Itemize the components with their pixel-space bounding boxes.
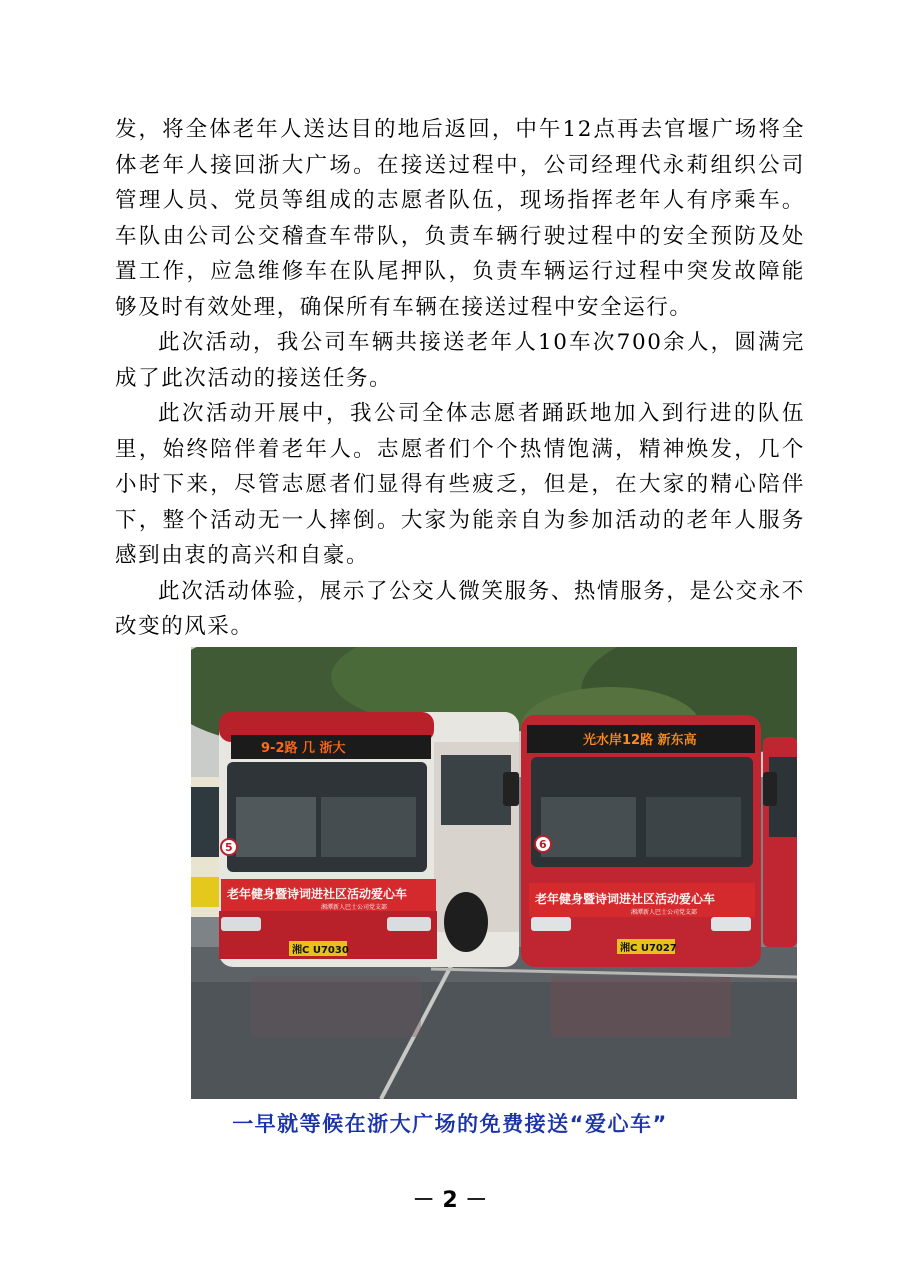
left-bus-number-badge: 5 [225, 841, 233, 854]
right-bus [503, 715, 777, 967]
bus-photo-illustration [191, 647, 797, 1099]
right-bus-banner-sub: 湘潭新人巴士公司党支部 [631, 909, 698, 916]
left-bus-route-display: 9-2路 几 浙大 [261, 741, 346, 756]
paragraph-2: 此次活动，我公司车辆共接送老年人10车次700余人，圆满完成了此次活动的接送任务。 [115, 330, 805, 391]
left-bus [219, 712, 519, 967]
right-bus-number-badge: 6 [539, 838, 547, 851]
left-bus-banner-sub: 湘潭新人巴士公司党支部 [321, 904, 388, 911]
paragraph-1: 发，将全体老年人送达目的地后返回，中午12点再去官堰广场将全体老年人接回浙大广场。在接送过程中，公司经理代永莉组织公司管理人员、党员等组成的志愿者队伍，现场指挥老年人有序乘车。车队由公司公交稽查车带队，负责车辆行驶过程中的安全预防及处置工作，应急维修车在队尾押队，负责车辆运行过程中突发故障能够及时有效处理，确保所有车辆在接送过程中安全运行。 [115, 117, 805, 320]
left-bus-plate: 湘C U7030 [292, 945, 349, 956]
left-bus-banner: 老年健身暨诗词进社区活动爱心车 [227, 887, 408, 901]
paragraph-4: 此次活动体验，展示了公交人微笑服务、热情服务，是公交永不改变的风采。 [115, 578, 805, 639]
right-bus-banner: 老年健身暨诗词进社区活动爱心车 [535, 892, 716, 906]
photo-caption: 一早就等候在浙大广场的免费接送“爱心车” [232, 1112, 668, 1136]
bus-photo [191, 647, 797, 1099]
right-bus-plate: 湘C U7027 [620, 943, 677, 954]
paragraph-3: 此次活动开展中，我公司全体志愿者踊跃地加入到行进的队伍里，始终陪伴着老年人。志愿者们个个热情饱满，精神焕发，几个小时下来，尽管志愿者们显得有些疲乏，但是，在大家的精心陪伴下，整个活动无一人摔倒。大家为能亲自为参加活动的老年人服务感到由衷的高兴和自豪。 [115, 401, 805, 568]
page-number: － 2 － [412, 1188, 488, 1213]
right-bus-route-display: 光水岸12路 新东高 [583, 733, 697, 748]
document-body [115, 112, 805, 645]
